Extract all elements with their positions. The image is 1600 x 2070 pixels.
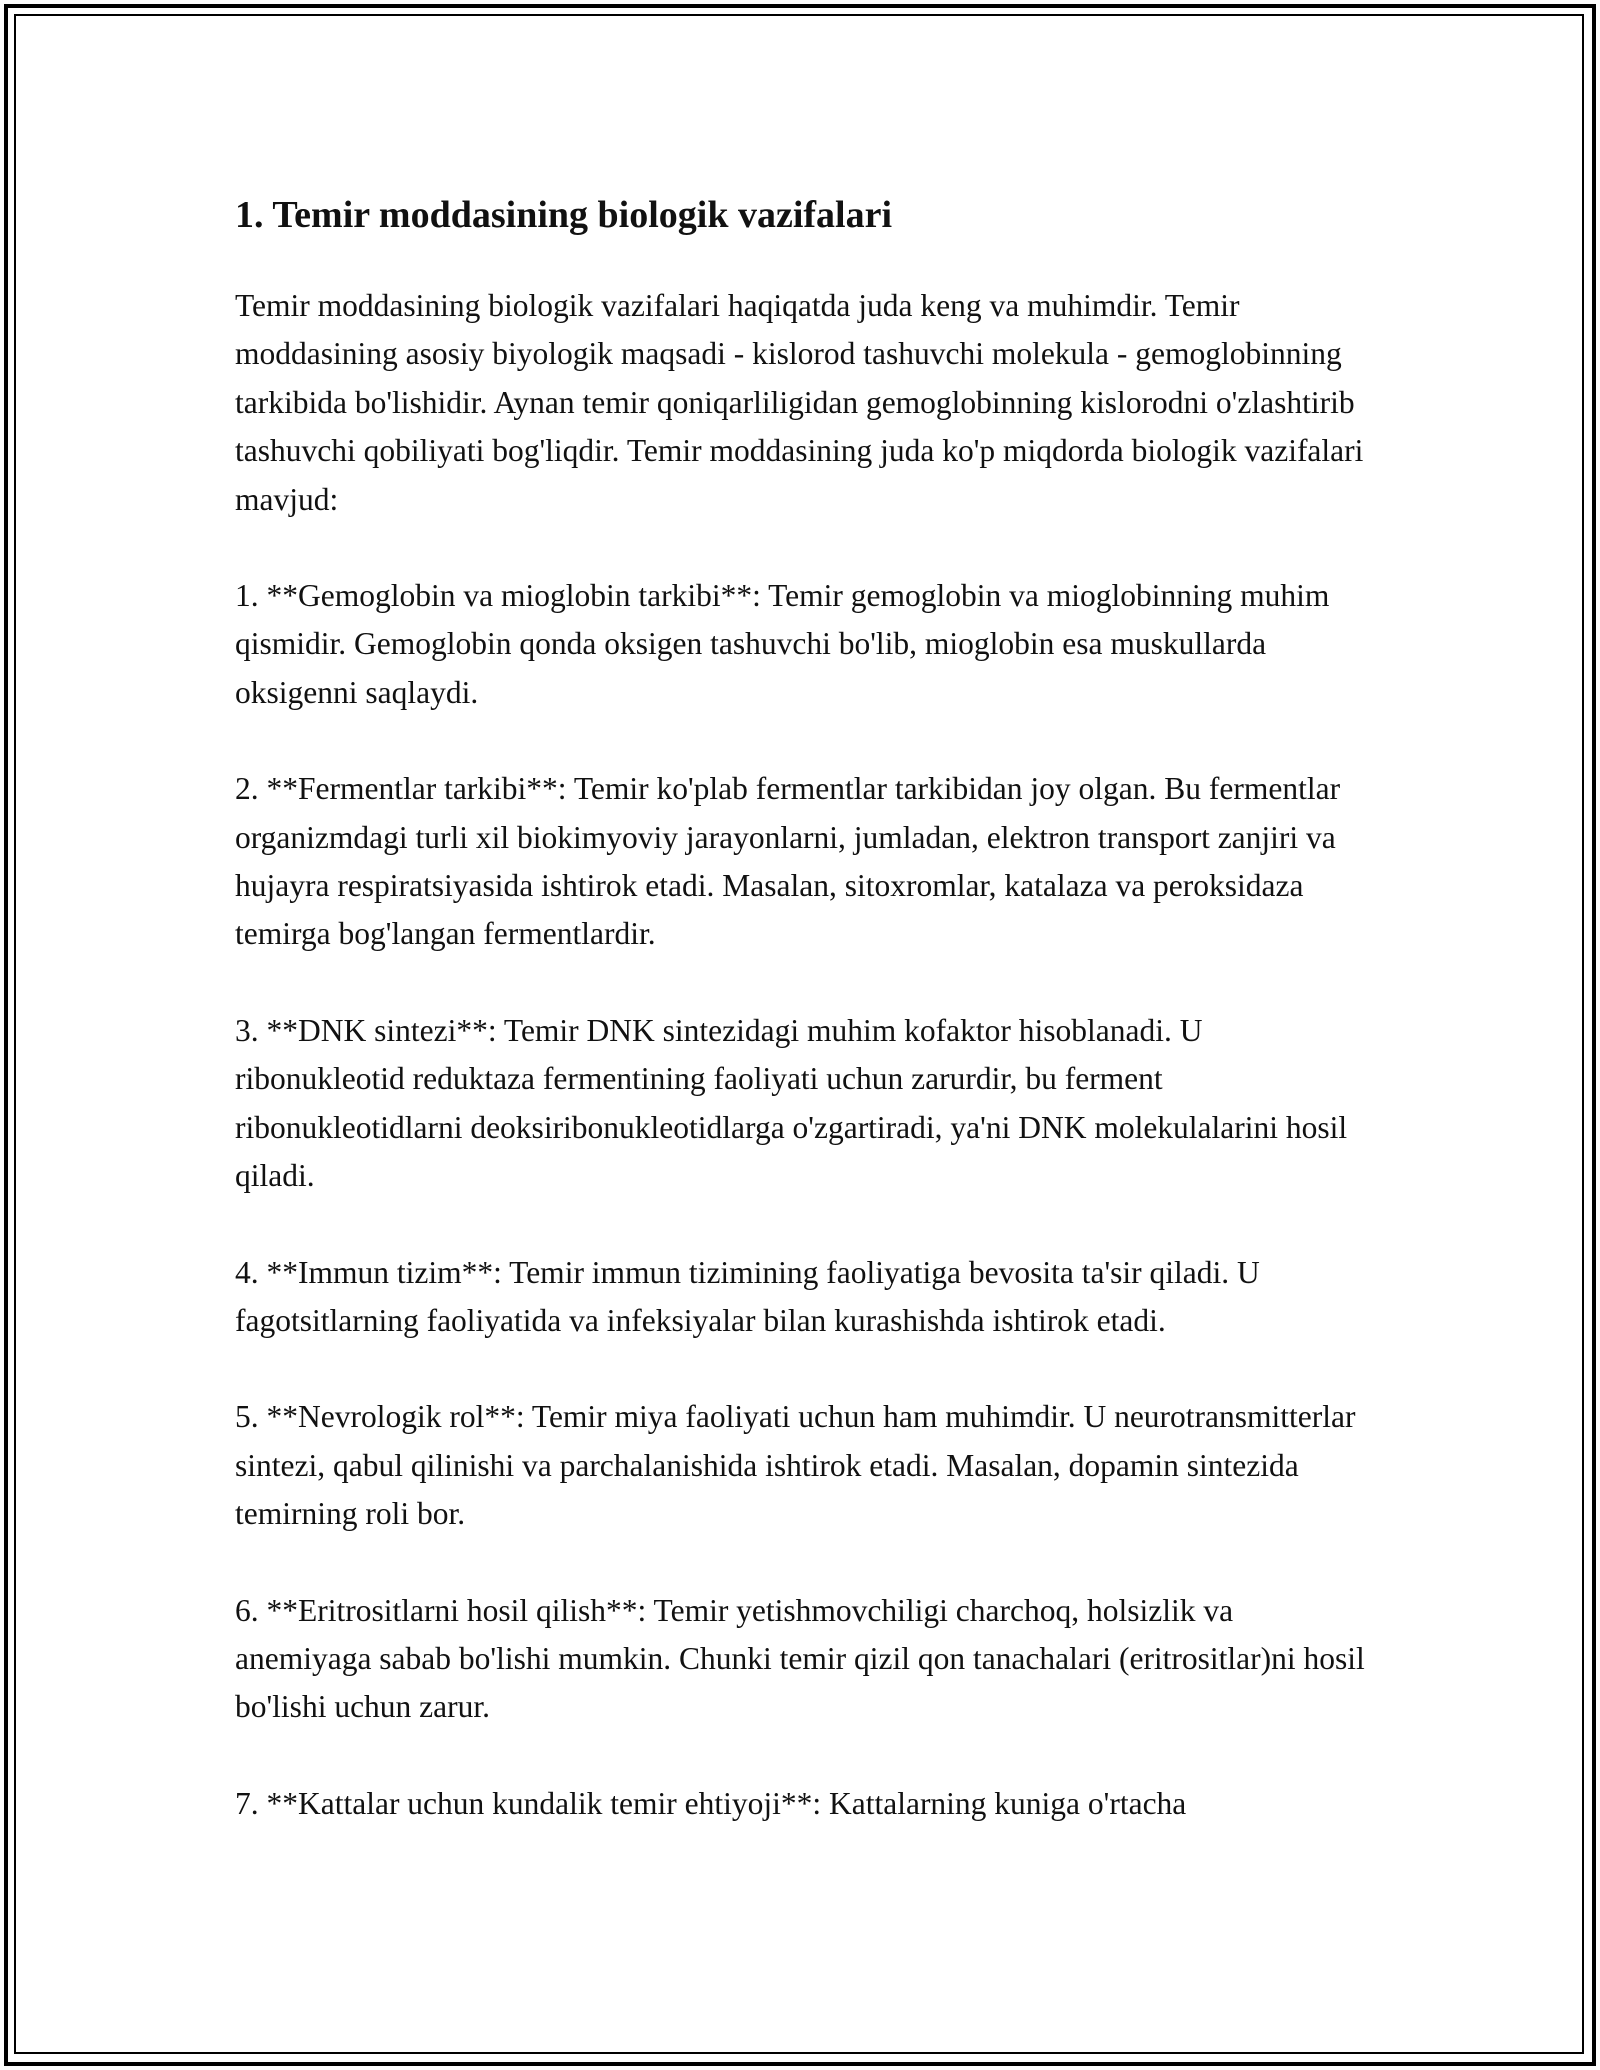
list-item-immune-system: 4. **Immun tizim**: Temir immun tizimining faoliyatiga bevosita ta'sir qiladi. U fagotsitlarning faoliyatida va infeksiyalar bilan kurashishda ishtirok etadi. (235, 1254, 1260, 1338)
intro-paragraph: Temir moddasining biologik vazifalari haqiqatda juda keng va muhimdir. Temir moddasining asosiy biyologik maqsadi - kislorod tashuvchi molekula - gemoglobinning tarkibida bo'lishidir. Aynan temir qoniqarliligidan gemoglobinning kislorodni o'zlashtirib tashuvchi qobiliyati bog'liqdir. Temir moddasining juda ko'p miqdorda biologik vazifalari mavjud: (235, 288, 1364, 517)
document-body (235, 182, 1375, 1828)
list-item-daily-iron-need: 7. **Kattalar uchun kundalik temir ehtiyoji**: Kattalarning kuniga o'rtacha (235, 1785, 1187, 1821)
list-item-dna-synthesis: 3. **DNK sintezi**: Temir DNK sintezidagi muhim kofaktor hisoblanadi. U ribonukleotid reduktaza fermentining faoliyati uchun zarurdir, bu ferment ribonukleotidlarni deoksiribonukleotidlarga o'zgartiradi, ya'ni DNK molekulalarini hosil qiladi. (235, 1012, 1348, 1194)
list-item-hemoglobin: 1. **Gemoglobin va mioglobin tarkibi**: Temir gemoglobin va mioglobinning muhim qismidir. Gemoglobin qonda oksigen tashuvchi bo'lib, mioglobin esa muskullarda oksigenni saqlaydi. (235, 578, 1330, 710)
list-item-neurological-role: 5. **Nevrologik rol**: Temir miya faoliyati uchun ham muhimdir. U neurotransmitterlar sintezi, qabul qilinishi va parchalanishida ishtirok etadi. Masalan, dopamin sintezida temirning roli bor. (235, 1399, 1356, 1532)
list-item-erythrocytes: 6. **Eritrositlarni hosil qilish**: Temir yetishmovchiligi charchoq, holsizlik va anemiyaga sabab bo'lishi mumkin. Chunki temir qizil qon tanachalari (eritrositlar)ni hosil bo'lishi uchun zarur. (235, 1592, 1365, 1725)
list-item-enzymes: 2. **Fermentlar tarkibi**: Temir ko'plab fermentlar tarkibidan joy olgan. Bu fermentlar organizmdagi turli xil biokimyoviy jarayonlarni, jumladan, elektron transport zanjiri va hujayra respiratsiyasida ishtirok etadi. Masalan, sitoxromlar, katalaza va peroksidaza temirga bog'langan fermentlardir. (235, 771, 1341, 952)
document-title: 1. Temir moddasining biologik vazifalari (235, 194, 893, 236)
